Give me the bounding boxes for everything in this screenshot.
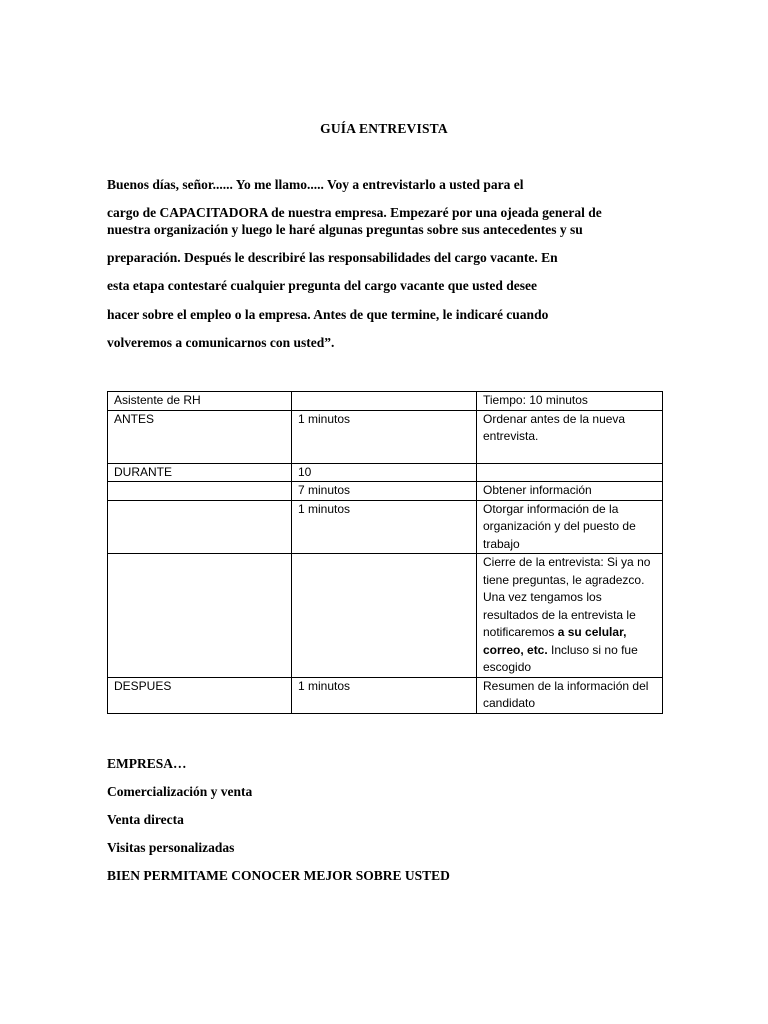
closing-text: Cierre de la entrevista: Si ya no tiene preguntas, le agradezco. — [483, 555, 651, 587]
intro-line: preparación. Después le describiré las responsabilidades del cargo vacante. En — [107, 250, 558, 265]
notification-channels: a su celular, correo, etc. — [483, 625, 627, 657]
description-cell: Ordenar antes de la nueva entrevista. — [477, 410, 663, 463]
intro-line: nuestra organización y luego le haré algunas preguntas sobre sus antecedentes y su — [107, 222, 583, 237]
table-row — [108, 463, 663, 482]
section-line: BIEN PERMITAME CONOCER MEJOR SOBRE USTED — [107, 868, 450, 883]
phase-cell — [108, 482, 292, 501]
duration-cell — [292, 554, 477, 678]
description-cell — [477, 463, 663, 482]
section-line: Visitas personalizadas — [107, 840, 235, 855]
interview-table — [107, 391, 663, 714]
section-line: Comercialización y venta — [107, 784, 253, 799]
role-cell: Asistente de RH — [108, 392, 292, 411]
intro-line: hacer sobre el empleo o la empresa. Antes de que termine, le indicaré cuando — [107, 307, 549, 322]
intro-line: cargo de CAPACITADORA de nuestra empresa. Empezaré por una ojeada general de — [107, 205, 602, 220]
intro-line: Buenos días, señor...... Yo me llamo..... Voy a entrevistarlo a usted para el — [107, 177, 524, 192]
phase-cell — [108, 554, 292, 678]
notification-text: Una vez tengamos los resultados de la entrevista le notificaremos — [483, 590, 636, 639]
duration-cell: 7 minutos — [292, 482, 477, 501]
table-row — [108, 500, 663, 554]
table-row — [108, 677, 663, 713]
table-row — [108, 392, 663, 411]
notification-note: Incluso si no fue escogido — [483, 642, 638, 674]
phase-cell: DURANTE — [108, 463, 292, 482]
duration-cell: 1 minutos — [292, 410, 477, 463]
duration-cell: 10 — [292, 463, 477, 482]
description-cell: Resumen de la información del candidato — [477, 677, 663, 713]
description-cell: Obtener información — [477, 482, 663, 501]
table-row — [108, 482, 663, 501]
description-cell: Tiempo: 10 minutos — [477, 392, 663, 411]
duration-cell: 1 minutos — [292, 500, 477, 554]
intro-line: esta etapa contestaré cualquier pregunta del cargo vacante que usted desee — [107, 278, 537, 293]
phase-cell — [108, 500, 292, 554]
table-row — [108, 554, 663, 678]
document-title: GUÍA ENTREVISTA — [320, 121, 448, 136]
phase-cell: DESPUES — [108, 677, 292, 713]
duration-cell: 1 minutos — [292, 677, 477, 713]
phase-cell: ANTES — [108, 410, 292, 463]
description-cell — [477, 554, 663, 678]
section-line: Venta directa — [107, 812, 184, 827]
table-row — [108, 410, 663, 463]
intro-line: volveremos a comunicarnos con usted”. — [107, 335, 335, 350]
description-cell: Otorgar información de la organización y del puesto de trabajo — [477, 500, 663, 554]
duration-cell — [292, 392, 477, 411]
section-line: EMPRESA… — [107, 756, 187, 771]
